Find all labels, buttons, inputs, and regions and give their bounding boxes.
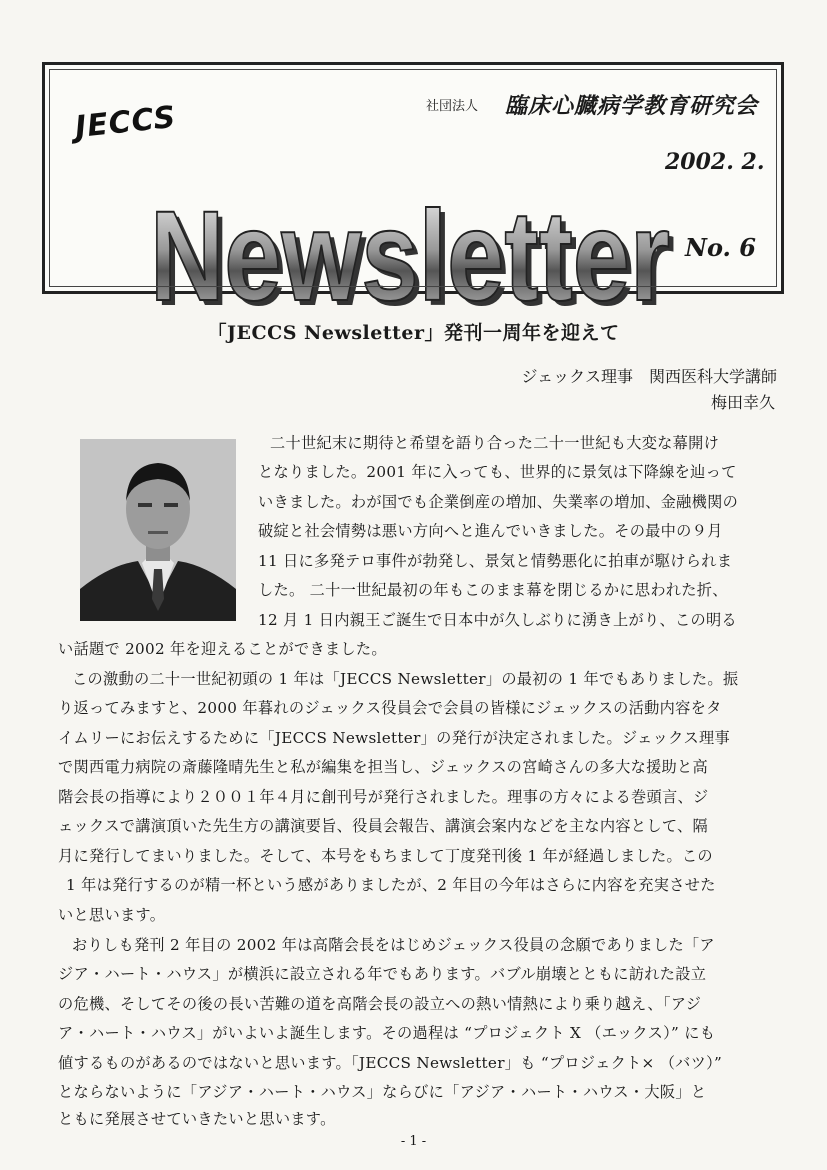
newsletter-wordmark-shadow: Newsletter: [155, 190, 675, 325]
body-text-line: いきました。わが国でも企業倒産の増加、失業率の増加、金融機関の: [258, 493, 739, 511]
body-text-line: 階会長の指導により２００１年４月に創刊号が発行されました。理事の方々による巻頭言、ジ: [58, 788, 709, 806]
body-text-line: となりました。2001 年に入っても、世界的に景気は下降線を辿って: [258, 463, 737, 481]
body-text-line: 12 月 1 日内親王ご誕生で日本中が久しぶりに湧き上がり、この明る: [258, 611, 737, 629]
newsletter-wordmark-text: Newsletter: [150, 185, 670, 325]
body-text-line: 値するものがあるのではないと思います。「JECCS Newsletter」も “プロジェクト× （バツ）”: [58, 1054, 723, 1072]
issue-date: 2002. 2.: [665, 149, 765, 175]
body-text-line: とならないように「アジア・ハート・ハウス」ならびに「アジア・ハート・ハウス・大阪」と: [58, 1083, 707, 1101]
author-name: 梅田幸久: [710, 393, 775, 412]
jeccs-logo: JECCS: [73, 99, 178, 146]
body-text-line: ェックスで講演頂いた先生方の講演要旨、役員会報告、講演会案内などを主な内容として、隔: [58, 817, 709, 835]
body-text-line: い話題で 2002 年を迎えることができました。: [58, 640, 387, 658]
body-text-line: の危機、そしてその後の長い苦難の道を高階会長の設立への熱い情熱により乗り越え、「アジ: [58, 995, 702, 1013]
body-text-line: イムリーにお伝えするために「JECCS Newsletter」の発行が決定されました。ジェックス理事: [58, 729, 730, 747]
body-text-line: いと思います。: [58, 906, 166, 924]
page-number: - 1 -: [400, 1134, 427, 1149]
body-text-line: 月に発行してまいりました。そして、本号をもちまして丁度発刊後 1 年が経過しました。この: [58, 847, 713, 865]
body-text-line: 破綻と社会情勢は悪い方向へと進んでいきました。その最中の９月: [258, 522, 723, 540]
masthead: [42, 62, 784, 325]
body-text-line: この激動の二十一世紀初頭の 1 年は「JECCS Newsletter」の最初の 1 年でもありました。振: [72, 670, 739, 688]
article-title: 「JECCS Newsletter」発刊一周年を迎えて: [207, 322, 620, 344]
body-text-line: おりしも発刊 2 年目の 2002 年は高階会長をはじめジェックス役員の念願でありました「ア: [72, 936, 715, 954]
author-photo: [80, 439, 236, 621]
org-prefix: 社団法人: [426, 99, 479, 114]
body-text-line: ともに発展させていきたいと思います。: [58, 1110, 336, 1128]
newsletter-wordmark: [140, 155, 690, 325]
body-text-line: り返ってみますと、2000 年暮れのジェックス役員会で会員の皆様にジェックスの活動内容をタ: [58, 699, 722, 717]
body-text-line: で関西電力病院の斎藤隆晴先生と私が編集を担当し、ジェックスの宮崎さんの多大な援助と高: [58, 758, 709, 776]
author-affiliation: ジェックス理事 関西医科大学講師: [521, 367, 777, 386]
org-name: 臨床心臓病学教育研究会: [505, 93, 759, 119]
body-text-line: ア・ハート・ハウス」がいよいよ誕生します。その過程は “プロジェクト X （エックス）” にも: [58, 1024, 716, 1042]
body-text-line: した。 二十一世紀最初の年もこのまま幕を閉じるかに思われた折、: [258, 581, 728, 599]
issue-number: No. 6: [685, 233, 756, 262]
body-text-line: 二十世紀末に期待と希望を語り合った二十一世紀も大変な幕開け: [270, 434, 720, 452]
body-text-line: ジア・ハート・ハウス」が横浜に設立される年でもあります。バブル崩壊とともに訪れた設立: [58, 965, 707, 983]
body-text-line: 1 年は発行するのが精一杯という感がありましたが、2 年目の今年はさらに内容を充実させた: [66, 876, 716, 894]
body-text-line: 11 日に多発テロ事件が勃発し、景気と情勢悪化に拍車が駆けられま: [258, 552, 733, 570]
